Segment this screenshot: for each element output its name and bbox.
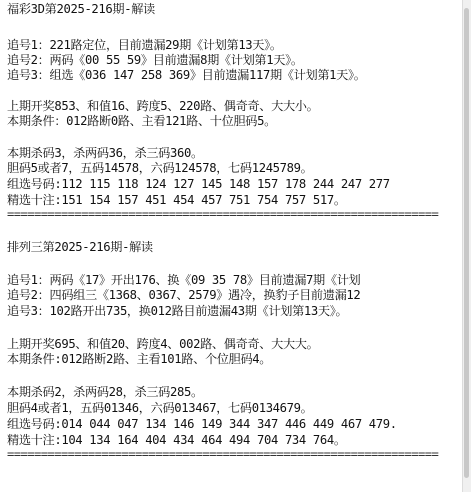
- section1-track-2: 追号2：两码《00 55 59》目前遗漏8期《计划第1天》。: [7, 53, 303, 67]
- section2-track-1: 追号1：两码《17》开出176、换《09 35 78》目前遗漏7期《计划: [7, 273, 361, 287]
- section1-kill: 本期杀码3，杀两码36，杀三码360。: [7, 146, 203, 160]
- section1-group: 组选号码:112 115 118 124 127 145 148 157 178 244 247 277: [7, 177, 390, 191]
- section2-select: 精选十注:104 134 164 404 434 464 494 704 734 764。: [7, 433, 346, 447]
- section2-separator: ================================================================: [7, 447, 439, 461]
- section1-title: 福彩3D第2025-216期-解读: [7, 2, 155, 16]
- section1-separator: ================================================================: [7, 207, 439, 221]
- section1-select: 精选十注:151 154 157 451 454 457 751 754 757 517。: [7, 193, 346, 207]
- section1-last-period: 上期开奖853、和值16、跨度5、220路、偶奇奇、大大小。: [7, 99, 319, 113]
- vertical-scrollbar[interactable]: [462, 0, 471, 492]
- section2-last-period: 上期开奖695、和值20、跨度4、002路、偶奇奇、大大大。: [7, 337, 319, 351]
- section1-conditions: 本期条件：012路断0路、主看121路、十位胆码5。: [7, 114, 276, 128]
- section2-track-3: 追号3：102路开出735，换012路目前遗漏43期《计划第13天》。: [7, 304, 348, 318]
- section2-group: 组选号码:014 044 047 134 146 149 344 347 446 449 467 479.: [7, 417, 397, 431]
- section2-track-2: 追号2：四码组三《1368、0367、2579》遇冷，换豹子目前遗漏12: [7, 288, 361, 302]
- section2-title: 排列三第2025-216期-解读: [7, 240, 153, 254]
- section1-dan: 胆码5或者7，五码14578，六码124578，七码1245789。: [7, 161, 313, 175]
- section2-conditions: 本期条件:012路断2路、主看101路、个位胆码4。: [7, 352, 272, 366]
- section2-kill: 本期杀码2，杀两码28，杀三码285。: [7, 385, 203, 399]
- section2-dan: 胆码4或者1，五码01346，六码013467，七码0134679。: [7, 401, 313, 415]
- section1-track-1: 追号1：221路定位，目前遗漏29期《计划第13天》。: [7, 38, 282, 52]
- section1-track-3: 追号3：组选《036 147 258 369》目前遗漏117期《计划第1天》。: [7, 68, 366, 82]
- scrollbar-thumb[interactable]: [464, 8, 469, 478]
